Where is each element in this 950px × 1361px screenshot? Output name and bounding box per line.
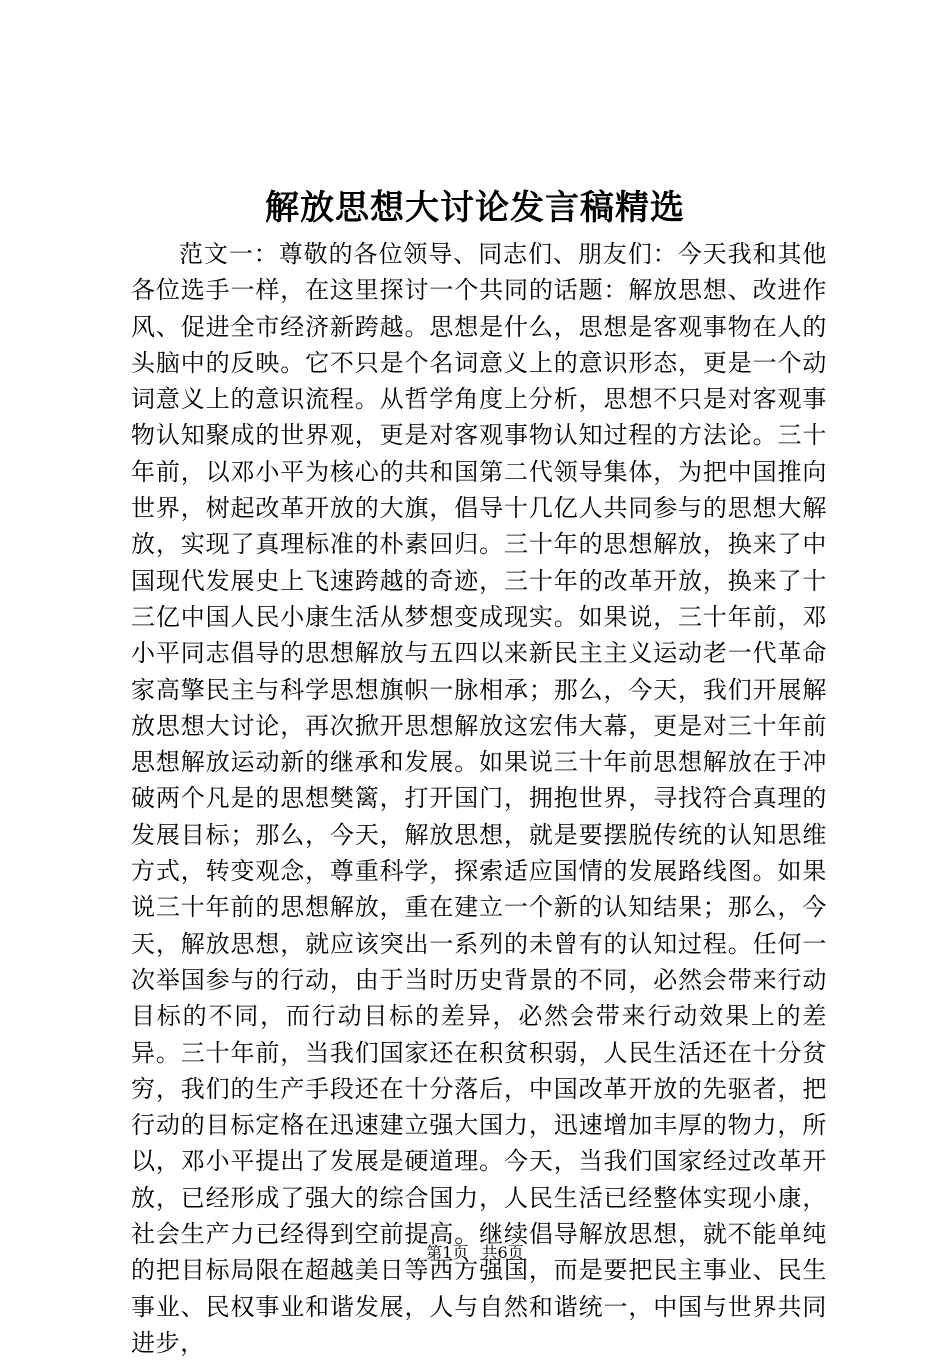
page-number: 第1页 — [426, 1243, 469, 1262]
page-total: 共6页 — [481, 1243, 524, 1262]
page-footer — [0, 1243, 950, 1263]
document-body: 范文一：尊敬的各位领导、同志们、朋友们：今天我和其他各位选手一样，在这里探讨一个共同的话题：解放思想、改进作风、促进全市经济新跨越。思想是什么，思想是客观事物在人的头脑中的反映。它不只是个名词意义上的意识形态，更是一个动词意义上的意识流程。从哲学角度上分析，思想不只是对客观事物认知聚成的世界观，更是对客观事物认知过程的方法论。三十年前，以邓小平为核心的共和国第二代领导集体，为把中国推向世界，树起改革开放的大旗，倡导十几亿人共同参与的思想大解放，实现了真理标准的朴素回归。三十年的思想解放，换来了中国现代发展史上飞速跨越的奇迹，三十年的改革开放，换来了十三亿中国人民小康生活从梦想变成现实。如果说，三十年前，邓小平同志倡导的思想解放与五四以来新民主主义运动老一代革命家高擎民主与科学思想旗帜一脉相承；那么，今天，我们开展解放思想大讨论，再次掀开思想解放这宏伟大幕，更是对三十年前思想解放运动新的继承和发展。如果说三十年前思想解放在于冲破两个凡是的思想樊篱，打开国门，拥抱世界，寻找符合真理的发展目标；那么，今天，解放思想，就是要摆脱传统的认知思维方式，转变观念，尊重科学，探索适应国情的发展路线图。如果说三十年前的思想解放，重在建立一个新的认知结果；那么，今天，解放思想，就应该突出一系列的未曾有的认知过程。任何一次举国参与的行动，由于当时历史背景的不同，必然会带来行动目标的不同，而行动目标的差异，必然会带来行动效果上的差异。三十年前，当我们国家还在积贫积弱，人民生活还在十分贫穷，我们的生产手段还在十分落后，中国改革开放的先驱者，把行动的目标定格在迅速建立强大国力，迅速增加丰厚的物力，所以，邓小平提出了发展是硬道理。今天，当我们国家经过改革开放，已经形成了强大的综合国力，人民生活已经整体实现小康，社会生产力已经得到空前提高。继续倡导解放思想，就不能单纯的把目标局限在超越美日等西方强国，而是要把民主事业、民生事业、民权事业和谐发展，人与自然和谐统一，中国与世界共同进步， — [131, 240, 827, 1357]
document-title: 解放思想大讨论发言稿精选 — [265, 188, 685, 228]
